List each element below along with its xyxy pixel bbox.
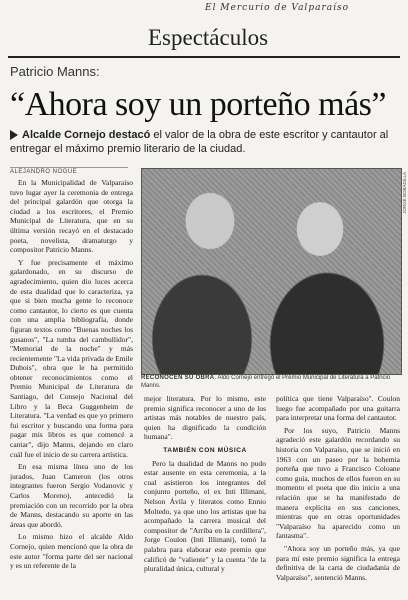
caption-text: . Aldo Cornejo entregó el Premio Municipal de Literatura a Patricio Manns. [141,375,391,389]
handwritten-note: El Mercurio de Valparaíso [205,3,350,13]
deck-text: el valor de la obra de este escritor y cantautor al entregar el máximo premio literario de la ciudad. [10,129,389,155]
section-title: Espectáculos [148,25,269,50]
paragraph: "Ahora soy un porteño más, ya que para mí este premio significa la entrega definitiva de la carta de ciudadanía de Valparaíso", sentenció Manns. [276,543,400,582]
bullet-arrow-icon [10,130,18,140]
article-photo [141,168,402,375]
text-column-2 [144,394,266,598]
paragraph: Lo mismo hizo el alcalde Aldo Cornejo, quien mencionó que la obra de este autor "forma parte del ser nacional y es un referente de la [10,532,133,571]
paragraph: En la Municipalidad de Valparaíso tuvo lugar ayer la ceremonia de entrega del principal galardón que otorga la ciudad a los escritores, el Premio Municipal de Literatura, que en su última versión recayó en el destacado poeta, novelista, dramaturgo y compositor Patricio Manns. [10,178,133,255]
article-kicker: Patricio Manns: [10,64,100,79]
article-headline: “Ahora soy un porteño más” [10,86,387,123]
subheading: TAMBIÉN CON MÚSICA [163,446,247,454]
paragraph: mejor literatura. Por lo mismo, este premio significa reconocer a uno de los artistas más notables de nuestro país, quien ha dignificado la condición humana". [144,394,266,442]
paragraph: Pero la dualidad de Manns no pudo estar ausente en esta ceremonia, a la cual asistieron los integrantes del conjunto porteño, el ex Inti Illimani, Nelson Ávila y literatos como Ennio Moltedo, ya que uno los artistas que ha acompañado la carrera musical del compositor de "Arriba en la cordillera", Jorge Coulon (Inti Illimani), tomó la palabra para elaborar este premio que calificó de "valiente" y la cuenta "de la pluralidad única, cultural y [144,458,266,574]
article-byline: ALEJANDRO NOGUE [10,167,128,175]
paragraph: política que tiene Valparaíso". Coulon luego fue acompañado por una guitarra para interpretar una forma del cantautor. [276,394,400,423]
deck-lead: Alcalde Cornejo destacó [22,129,151,141]
section-header [8,20,400,58]
paragraph: Por los suyo, Patricio Manns agradeció este galardón recordando su historia con Valparaíso, que se inició en 1963 con un paseo por la bohemia porteña que tuvo a Francisco Coloane como guía, muchos de ellos fueron en su momento el poeta que dio inicio a una relación que se ha manifestado de manera explícita en sus canciones, mientras que en otras oportunidades "Valparaíso ha aparecido como un fantasma". [276,425,400,541]
text-column-3 [276,394,400,598]
photo-credit: JORGE BOBADILLA [402,172,407,214]
paragraph: Y fue precisamente el máximo galardonado, en su discurso de agradecimiento, quien dio luces acerca de esta dualidad que lo caracteriza, ya que si bien mucha gente lo reconoce como cantautor, lo cierto es que cuenta con una amplia bibliografía, donde figuran textos como "Buenas noches los gusanos", "La tumba del cambullidor", "Memorial de la noche" y más recientemente "La vida privada de Emile Dubois", obra que le ha permitido obtener reconocimientos como el Premio Municipal de Literatura de Santiago, del Consejo Nacional del Libro y la Beca Guggenheim de Literatura. "La verdad es que yo primero fui escritor y buscando una forma para pagar mis libros es que comencé a cantar", dijo Manns, dejando en claro cuál fue el inicio de su carrera artística. [10,257,133,459]
paragraph: En esa misma línea uno de los jurados, Juan Cameron (los otros integrantes fueron Sergio Vodanovic y Carlos Moreno), antecedió la premiación con un recorrido por la obra de Manns, destacando su aporte en las áreas que abordó. [10,462,133,529]
caption-lead: RECONOCEN SU OBRA [141,375,215,381]
photo-caption [141,374,400,390]
article-deck [10,128,398,156]
text-column-1 [10,178,133,598]
